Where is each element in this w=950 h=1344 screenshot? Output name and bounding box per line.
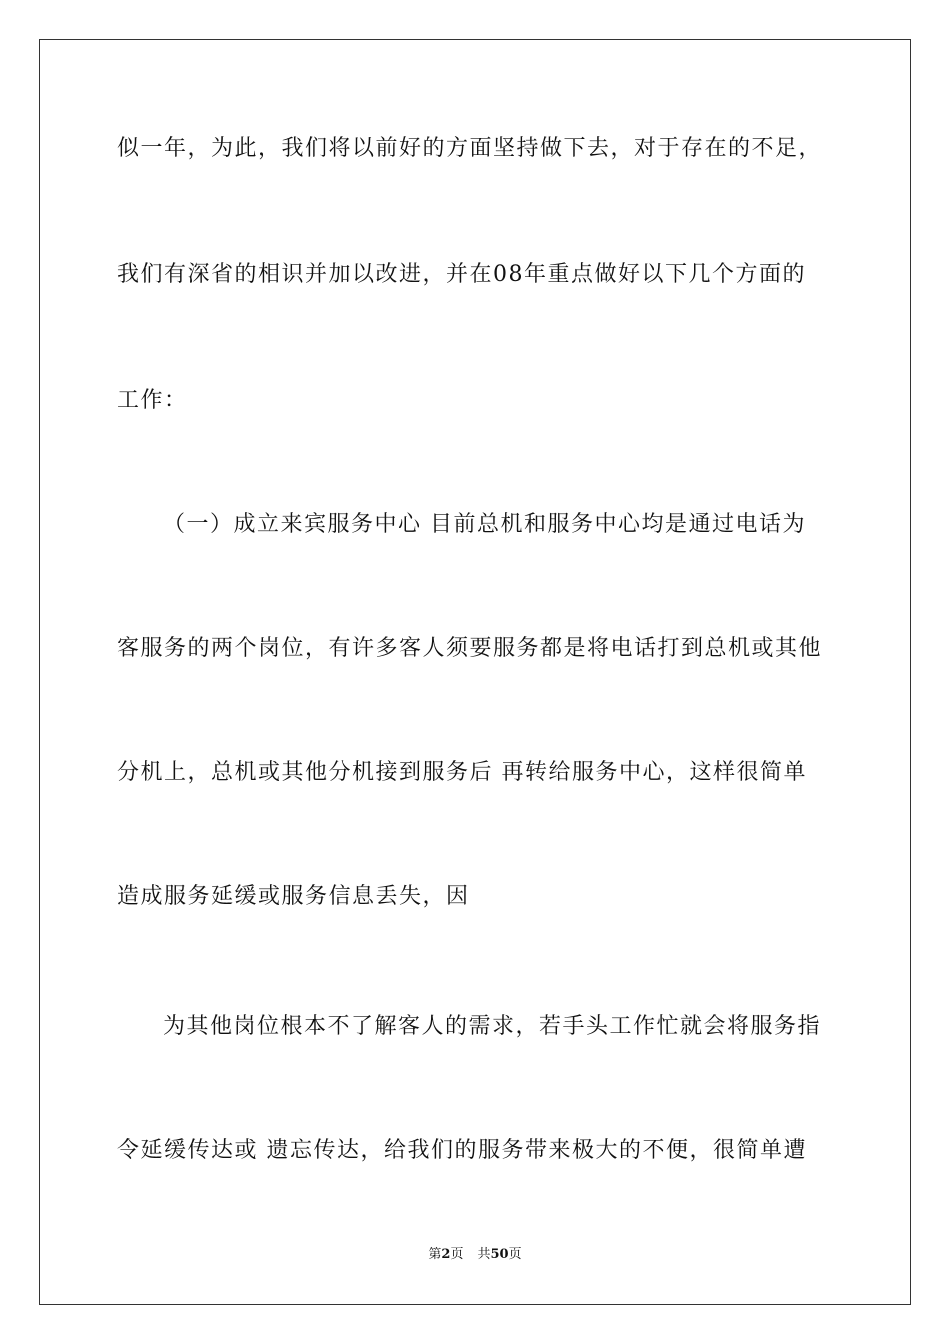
page-suffix: 页 bbox=[450, 1247, 464, 1262]
text-line-8: 为其他岗位根本不了解客人的需求，若手头工作忙就会将服务指 bbox=[163, 1014, 822, 1039]
text-line-5: 客服务的两个岗位，有许多客人须要服务都是将电话打到总机或其他 bbox=[117, 636, 823, 661]
total-prefix: 共 bbox=[477, 1247, 491, 1262]
text-line-3: 工作： bbox=[117, 388, 188, 413]
total-suffix: 页 bbox=[508, 1247, 522, 1262]
text-line-2: 我们有深省的相识并加以改进，并在08年重点做好以下几个方面的 bbox=[117, 262, 806, 287]
text-line-1: 似一年，为此，我们将以前好的方面坚持做下去，对于存在的不足， bbox=[117, 136, 823, 161]
page-prefix: 第 bbox=[428, 1247, 442, 1262]
page-footer bbox=[0, 1246, 950, 1264]
text-line-4: （一）成立来宾服务中心 目前总机和服务中心均是通过电话为 bbox=[163, 512, 806, 537]
text-line-7: 造成服务延缓或服务信息丢失，因 bbox=[117, 884, 470, 909]
text-line-6: 分机上，总机或其他分机接到服务后 再转给服务中心，这样很简单 bbox=[117, 760, 807, 785]
text-line-9: 令延缓传达或 遗忘传达，给我们的服务带来极大的不便，很简单遭 bbox=[117, 1138, 807, 1163]
page-border bbox=[39, 39, 911, 1305]
page-number: 2 bbox=[441, 1247, 451, 1262]
total-pages: 50 bbox=[490, 1247, 509, 1262]
